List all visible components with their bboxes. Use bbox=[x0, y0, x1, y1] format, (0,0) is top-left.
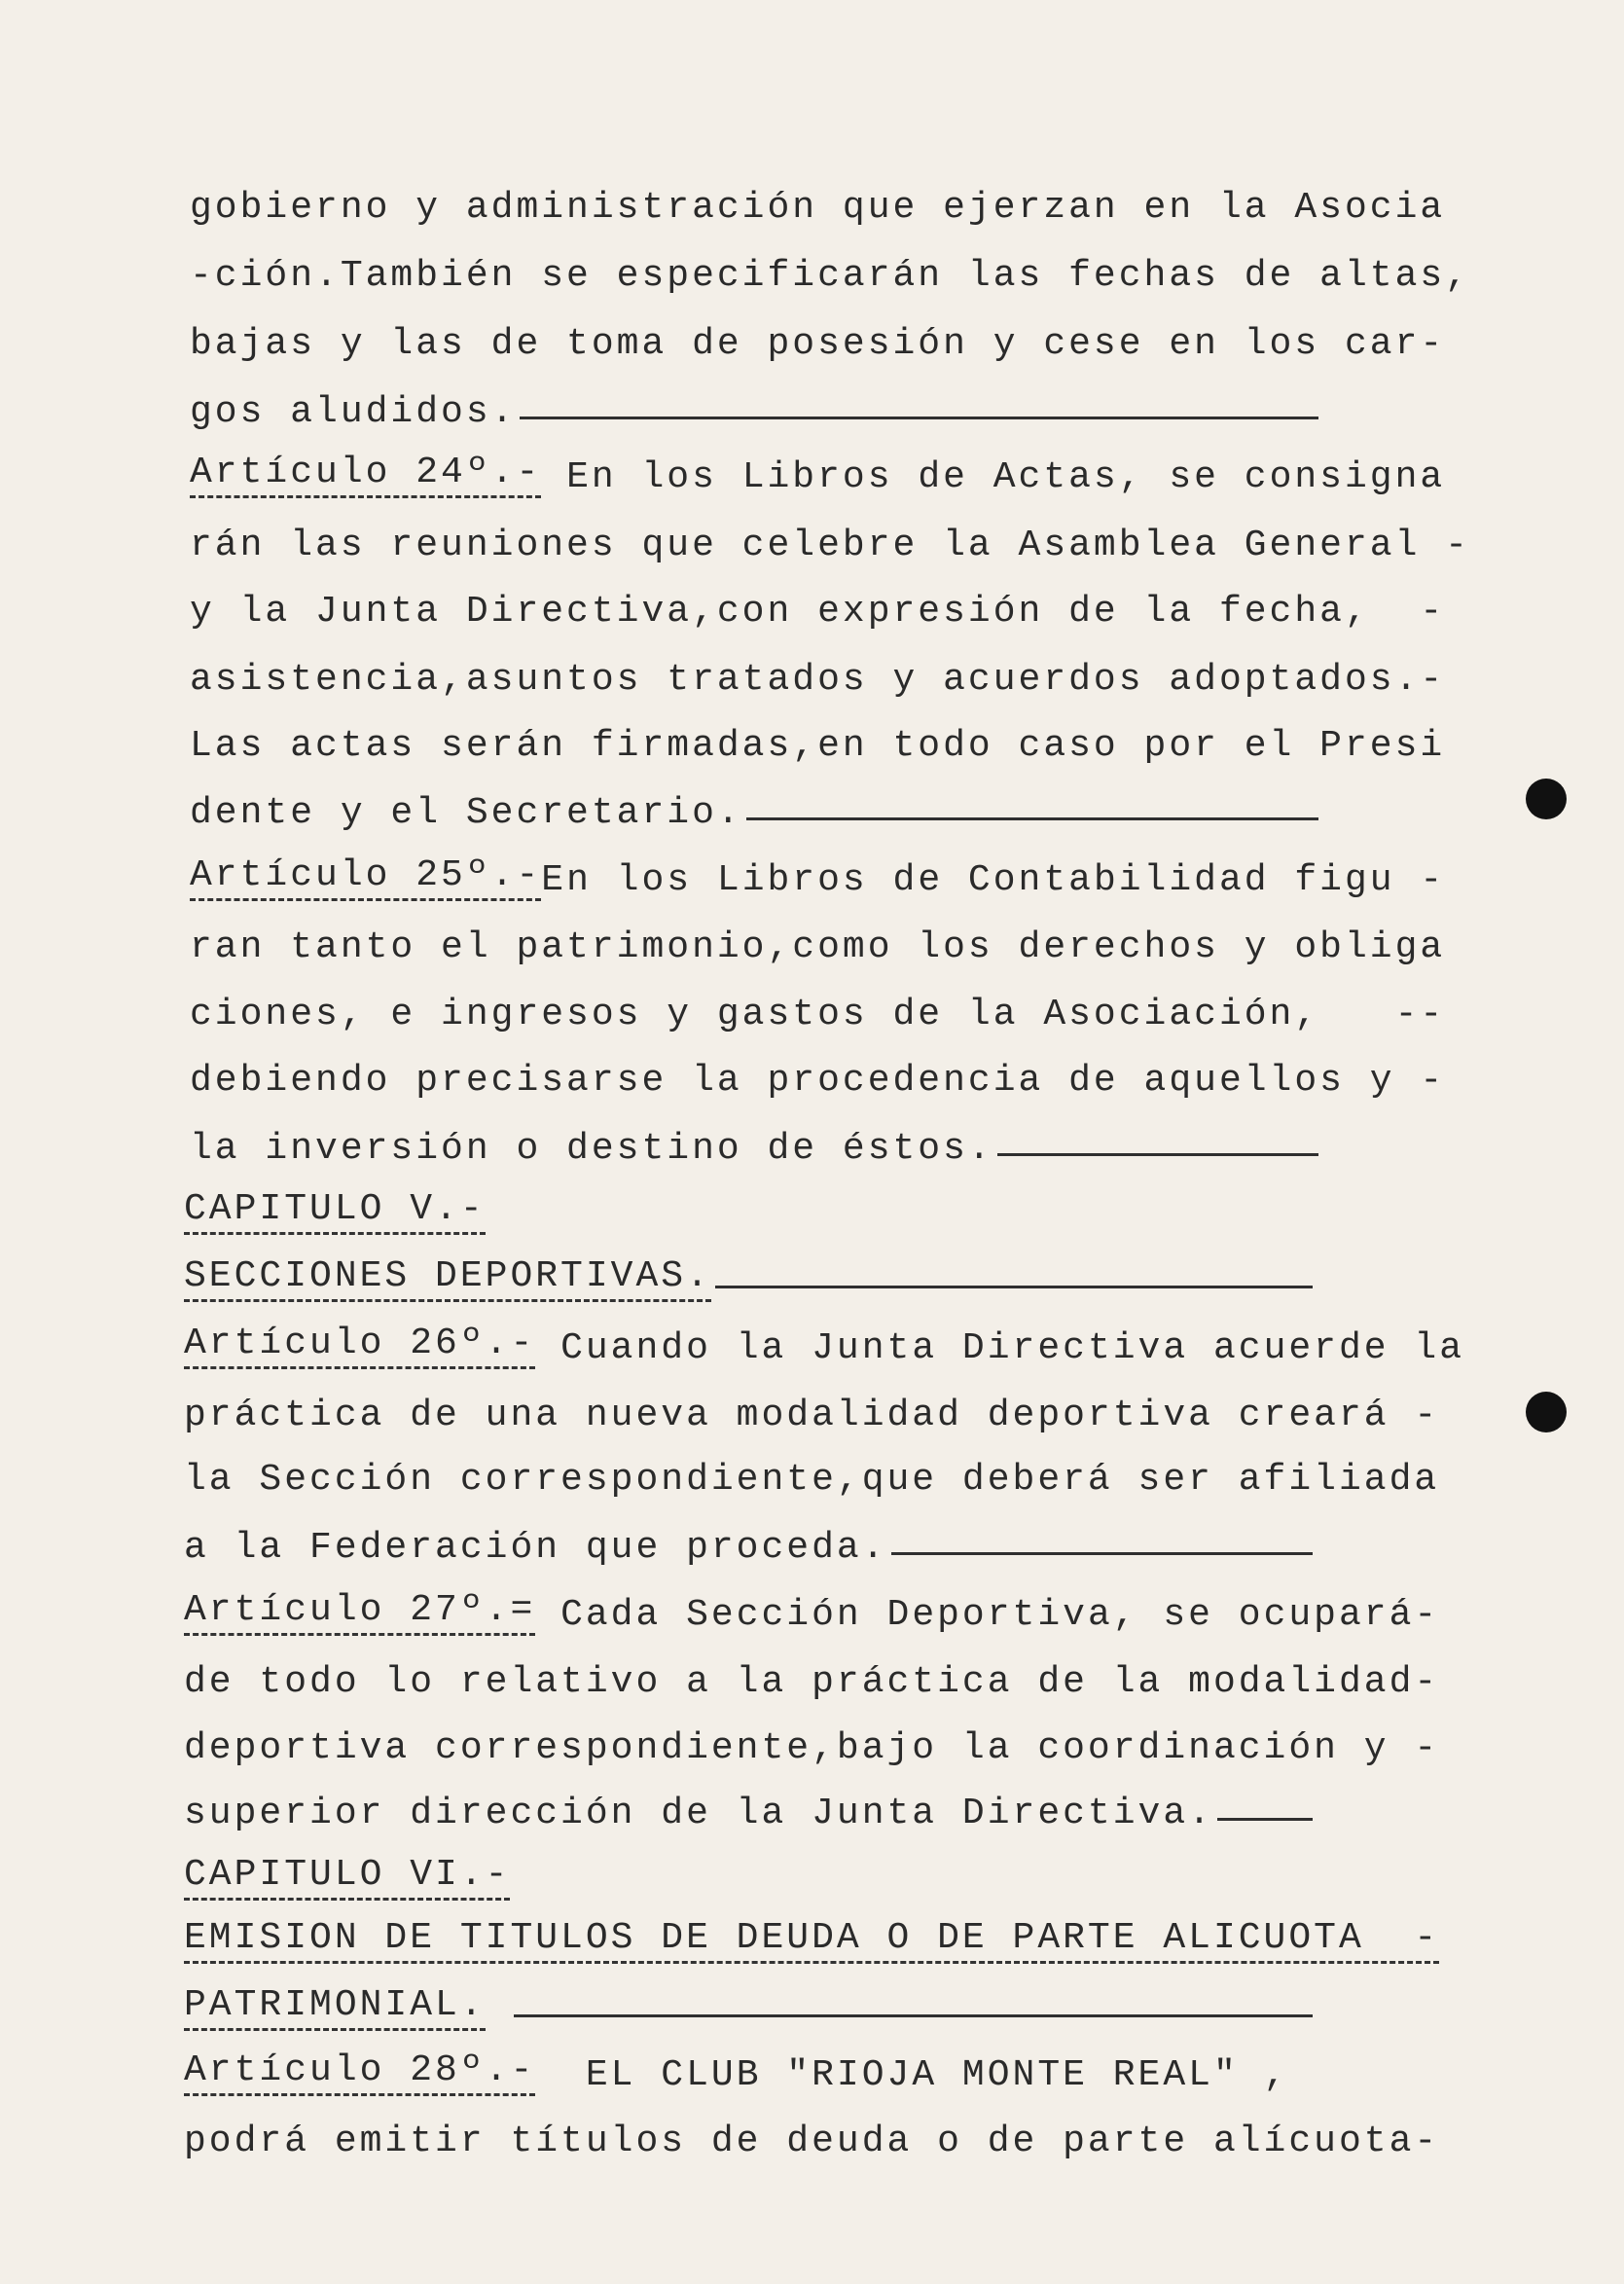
text-line bbox=[184, 1587, 1440, 1636]
underlined-heading: CAPITULO V.- bbox=[184, 1188, 486, 1235]
text-line bbox=[190, 518, 1470, 566]
line-text: podrá emitir títulos de deuda o de parte alícuota- bbox=[184, 2121, 1440, 2162]
line-text: debiendo precisarse la procedencia de aquellos y - bbox=[190, 1060, 1446, 1102]
text-line bbox=[184, 1321, 1465, 1369]
underlined-heading: PATRIMONIAL. bbox=[184, 1984, 486, 2031]
text-line bbox=[190, 852, 1446, 901]
text-line bbox=[184, 1915, 1440, 1964]
text-line bbox=[190, 718, 1446, 767]
line-text: gobierno y administración que ejerzan en la Asocia bbox=[190, 187, 1446, 229]
text-line bbox=[190, 987, 1446, 1035]
text-line bbox=[184, 1852, 1313, 1901]
text-line bbox=[184, 1982, 1313, 2031]
filler-dash-rule bbox=[514, 2014, 1313, 2017]
line-text: Cada Sección Deportiva, se ocupará- bbox=[535, 1594, 1440, 1636]
text-line bbox=[184, 1253, 1313, 1302]
text-line bbox=[190, 384, 1318, 433]
punch-hole-top bbox=[1526, 779, 1567, 819]
line-text: y la Junta Directiva,con expresión de la fecha, - bbox=[190, 591, 1446, 633]
text-line bbox=[184, 2048, 1313, 2096]
line-text: la Sección correspondiente,que deberá ser afiliada bbox=[184, 1459, 1440, 1501]
underlined-heading: Artículo 25º.- bbox=[190, 854, 541, 901]
line-text: En los Libros de Actas, se consigna bbox=[541, 456, 1446, 498]
text-line bbox=[190, 1053, 1446, 1102]
line-text: Las actas serán firmadas,en todo caso por el Presi bbox=[190, 725, 1446, 767]
line-text: rán las reuniones que celebre la Asamblea General - bbox=[190, 525, 1470, 566]
line-text: superior dirección de la Junta Directiva. bbox=[184, 1793, 1213, 1834]
line-text: ciones, e ingresos y gastos de la Asociación, -- bbox=[190, 994, 1446, 1035]
text-line bbox=[190, 248, 1470, 297]
filler-dash-rule bbox=[997, 1153, 1318, 1156]
filler-dash-rule bbox=[891, 1552, 1313, 1555]
line-text: asistencia,asuntos tratados y acuerdos adoptados.- bbox=[190, 659, 1446, 701]
filler-dash-rule bbox=[746, 817, 1318, 820]
line-text: gos aludidos. bbox=[190, 391, 517, 433]
underlined-heading: Artículo 28º.- bbox=[184, 2049, 535, 2096]
line-text: deportiva correspondiente,bajo la coordinación y - bbox=[184, 1727, 1440, 1769]
underlined-heading: EMISION DE TITULOS DE DEUDA O DE PARTE ALICUOTA - bbox=[184, 1917, 1439, 1964]
text-line bbox=[190, 652, 1446, 701]
line-text: En los Libros de Contabilidad figu - bbox=[541, 859, 1446, 901]
underlined-heading: SECCIONES DEPORTIVAS. bbox=[184, 1255, 711, 1302]
text-line bbox=[190, 584, 1446, 633]
punch-hole-bottom bbox=[1526, 1392, 1567, 1432]
filler-dash-rule bbox=[1217, 1818, 1313, 1821]
line-text: EL CLUB "RIOJA MONTE REAL" , bbox=[535, 2054, 1315, 2096]
text-line bbox=[190, 920, 1446, 968]
underlined-heading: Artículo 26º.- bbox=[184, 1323, 535, 1369]
text-line bbox=[190, 1121, 1318, 1170]
line-text: la inversión o destino de éstos. bbox=[190, 1128, 993, 1170]
text-line bbox=[190, 785, 1318, 834]
text-line bbox=[184, 1520, 1313, 1569]
line-text: a la Federación que proceda. bbox=[184, 1527, 887, 1569]
text-line bbox=[184, 1388, 1440, 1436]
filler-dash-rule bbox=[715, 1286, 1313, 1288]
line-text: ran tanto el patrimonio,como los derechos y obliga bbox=[190, 926, 1446, 968]
text-line bbox=[184, 1186, 1313, 1235]
filler-dash-rule bbox=[520, 417, 1318, 419]
underlined-heading: Artículo 27º.= bbox=[184, 1589, 535, 1636]
text-line bbox=[190, 180, 1446, 229]
underlined-heading: Artículo 24º.- bbox=[190, 452, 541, 498]
line-text: bajas y las de toma de posesión y cese en los car- bbox=[190, 323, 1446, 365]
line-text: -ción.También se especificarán las fechas de altas, bbox=[190, 255, 1470, 297]
text-line bbox=[190, 450, 1446, 498]
text-line bbox=[190, 316, 1446, 365]
line-text: Cuando la Junta Directiva acuerde la bbox=[535, 1327, 1465, 1369]
text-line bbox=[184, 1654, 1440, 1703]
line-text: de todo lo relativo a la práctica de la modalidad- bbox=[184, 1661, 1440, 1703]
line-text: práctica de una nueva modalidad deportiva creará - bbox=[184, 1395, 1440, 1436]
text-line bbox=[184, 2114, 1440, 2162]
line-text bbox=[486, 1989, 511, 2031]
line-text: dente y el Secretario. bbox=[190, 792, 742, 834]
text-line bbox=[184, 1721, 1440, 1769]
text-line bbox=[184, 1786, 1313, 1834]
underlined-heading: CAPITULO VI.- bbox=[184, 1854, 510, 1901]
text-line bbox=[184, 1452, 1440, 1501]
